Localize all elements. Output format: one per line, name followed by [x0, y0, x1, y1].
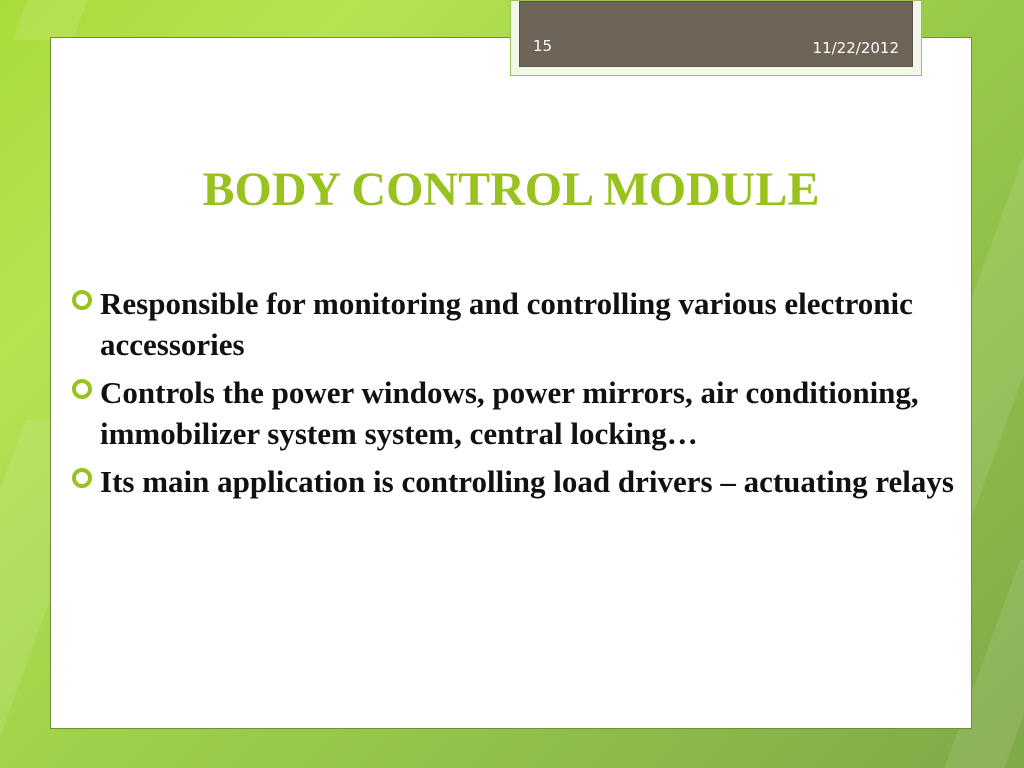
hollow-circle-bullet-icon	[72, 468, 92, 488]
slide-number: 15	[533, 37, 553, 55]
slide-header-tab	[510, 0, 922, 76]
slide-title: BODY CONTROL MODULE	[202, 163, 820, 216]
slide-header-box	[519, 1, 913, 67]
bullet-item	[72, 461, 962, 502]
bullet-text: Responsible for monitoring and controlling various electronic accessories	[100, 286, 913, 362]
bullet-text: Its main application is controlling load drivers – actuating relays	[100, 464, 954, 499]
bullet-text: Controls the power windows, power mirrors, air conditioning, immobilizer system system, central locking…	[100, 375, 919, 451]
hollow-circle-bullet-icon	[72, 379, 92, 399]
hollow-circle-bullet-icon	[72, 290, 92, 310]
slide-date: 11/22/2012	[812, 39, 899, 57]
bullet-item	[72, 283, 962, 365]
bullet-item	[72, 372, 962, 454]
bullet-list	[72, 283, 962, 509]
